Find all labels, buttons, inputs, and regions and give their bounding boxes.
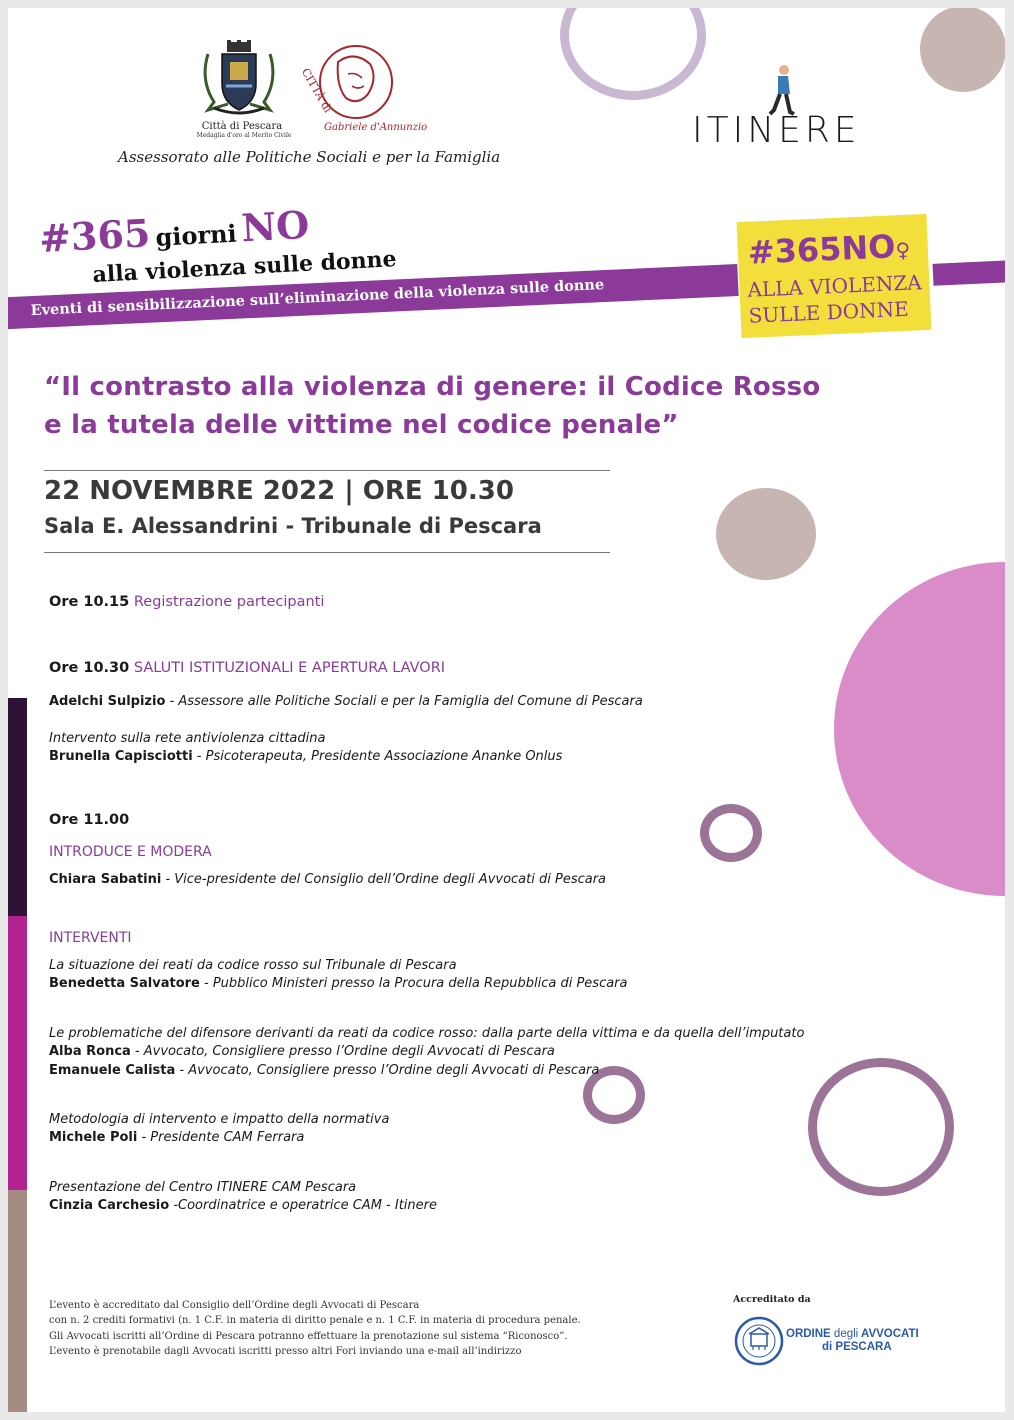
ordine-line1 — [786, 1328, 919, 1341]
speaker-role: - Presidente CAM Ferrara — [137, 1130, 305, 1145]
badge-line2: SULLE DONNE — [748, 296, 910, 328]
circle-pink-decoration — [834, 562, 1005, 896]
left-bar-magenta — [8, 916, 27, 1190]
speaker-sulpizio — [49, 694, 643, 709]
speaker-name: Alba Ronca — [49, 1044, 131, 1059]
speaker-role: - Avvocato, Consigliere presso l’Ordine degli Avvocati di Pescara — [175, 1063, 600, 1078]
campaign-badge — [737, 214, 932, 338]
event-date-time: 22 NOVEMBRE 2022 | ORE 10.30 — [44, 476, 514, 506]
speaker-calista — [49, 1063, 599, 1078]
program-time-1100 — [49, 812, 129, 828]
left-bar-taupe — [8, 1190, 27, 1412]
topic-codice-rosso-tribunale: La situazione dei reati da codice rosso sul Tribunale di Pescara — [49, 958, 457, 973]
circle-top-right-decoration — [920, 8, 1005, 92]
speaker-sabatini — [49, 872, 606, 887]
ordine-avvocati-name — [786, 1328, 919, 1354]
speaker-role: - Avvocato, Consigliere presso l’Ordine degli Avvocati di Pescara — [130, 1044, 555, 1059]
ring-small-decoration — [700, 804, 762, 862]
speaker-name: Adelchi Sulpizio — [49, 694, 166, 709]
session-time: Ore 11.00 — [49, 812, 130, 828]
topic-rete-antiviolenza: Intervento sulla rete antiviolenza cittadina — [49, 731, 326, 746]
divider-top — [44, 470, 610, 471]
speaker-carchesio — [49, 1198, 437, 1213]
city-medal: Medaglia d'oro al Merito Civile — [196, 132, 292, 139]
badge-hashtag-row — [747, 227, 911, 272]
interventi-label: INTERVENTI — [49, 930, 132, 946]
event-title-line1: “Il contrasto alla violenza di genere: il Codice Rosso — [44, 372, 821, 402]
footer-line: L’evento è accreditato dal Consiglio dell’Ordine degli Avvocati di Pescara — [49, 1300, 420, 1311]
campaign-giorni: giorni — [154, 218, 238, 252]
speaker-capisciotti — [49, 749, 562, 764]
speaker-role: - Assessore alle Politiche Sociali e per la Famiglia del Comune di Pescara — [165, 694, 643, 709]
topic-presentazione-itinere: Presentazione del Centro ITINERE CAM Pescara — [49, 1180, 357, 1195]
footer-line: Gli Avvocati iscritti all’Ordine di Pescara potranno effettuare la prenotazione sul sistema “Riconosco”. — [49, 1330, 568, 1342]
badge-line1: ALLA VIOLENZA — [746, 270, 923, 302]
badge-no: NO — [840, 227, 897, 268]
campaign-line2: alla violenza sulle donne — [92, 246, 398, 288]
dannunzio-city-label: CITTÀ di — [298, 66, 335, 115]
pescara-coat-of-arms — [200, 40, 278, 118]
footer-accreditation-note — [49, 1298, 581, 1359]
campaign-hashtag: #365 — [38, 210, 152, 261]
speaker-role: - Vice-presidente del Consiglio dell’Ordine degli Avvocati di Pescara — [161, 872, 607, 887]
department-subtitle: Assessorato alle Politiche Sociali e per la Famiglia — [118, 148, 501, 166]
speaker-name: Michele Poli — [49, 1130, 138, 1145]
ordine-line2: di PESCARA — [822, 1341, 892, 1353]
speaker-name: Benedetta Salvatore — [49, 976, 200, 991]
introduce-label: INTRODUCE E MODERA — [49, 844, 212, 860]
speaker-poli — [49, 1130, 304, 1145]
opening-time: Ore 10.30 — [49, 660, 130, 676]
female-symbol-icon: ♀ — [895, 237, 911, 263]
topic-problematiche-difensore: Le problematiche del difensore derivanti da reati da codice rosso: dalla parte della vittima e da quella dell’imputato — [49, 1026, 805, 1041]
circle-mid-decoration — [716, 488, 816, 580]
itinere-logo: ITINERE — [692, 110, 861, 151]
registration-time: Ore 10.15 — [49, 594, 130, 610]
ordine-avvocati-seal — [734, 1316, 784, 1366]
speaker-name: Brunella Capisciotti — [49, 749, 193, 764]
accredited-by-label: Accreditato da — [733, 1294, 811, 1305]
speaker-salvatore — [49, 976, 628, 991]
ordine-degli: degli — [833, 1328, 859, 1340]
left-bar-dark — [8, 698, 27, 916]
speaker-name: Chiara Sabatini — [49, 872, 162, 887]
dannunzio-signature: Gabriele d'Annunzio — [324, 122, 428, 133]
badge-hashtag: #365 — [747, 229, 843, 272]
speaker-role: -Coordinatrice e operatrice CAM - Itinere — [169, 1198, 437, 1213]
speaker-name: Cinzia Carchesio — [49, 1198, 170, 1213]
footer-line: con n. 2 crediti formativi (n. 1 C.F. in materia di diritto penale e n. 1 C.F. in materia di procedura penale. — [49, 1315, 581, 1327]
opening-label: SALUTI ISTITUZIONALI E APERTURA LAVORI — [133, 660, 446, 676]
ring-top-decoration — [560, 8, 706, 100]
speaker-ronca — [49, 1044, 555, 1059]
program-registration — [49, 594, 324, 610]
city-name: Città di Pescara — [201, 121, 283, 132]
program-opening — [49, 660, 445, 676]
speaker-name: Emanuele Calista — [49, 1063, 176, 1078]
ring-bottom-large-decoration — [808, 1058, 954, 1196]
campaign-band-right — [933, 260, 1005, 286]
speaker-role: - Psicoterapeuta, Presidente Associazione Ananke Onlus — [192, 749, 563, 764]
campaign-band-text: Eventi di sensibilizzazione sull’eliminazione della violenza sulle donne — [30, 276, 605, 320]
topic-metodologia: Metodologia di intervento e impatto della normativa — [49, 1112, 390, 1127]
ordine-avvocati-word: AVVOCATI — [858, 1328, 919, 1340]
divider-bottom — [44, 552, 610, 553]
event-poster — [8, 8, 1005, 1412]
registration-label: Registrazione partecipanti — [133, 594, 325, 610]
speaker-role: - Pubblico Ministeri presso la Procura della Repubblica di Pescara — [199, 976, 628, 991]
event-title-line2: e la tutela delle vittime nel codice penale” — [44, 410, 679, 440]
footer-line: L’evento è prenotabile dagli Avvocati iscritti presso altri Fori inviando una e-mail all’indirizzo — [49, 1345, 522, 1357]
campaign-no: NO — [240, 201, 311, 251]
event-venue: Sala E. Alessandrini - Tribunale di Pescara — [44, 514, 542, 538]
ordine-word: ORDINE — [786, 1328, 834, 1340]
